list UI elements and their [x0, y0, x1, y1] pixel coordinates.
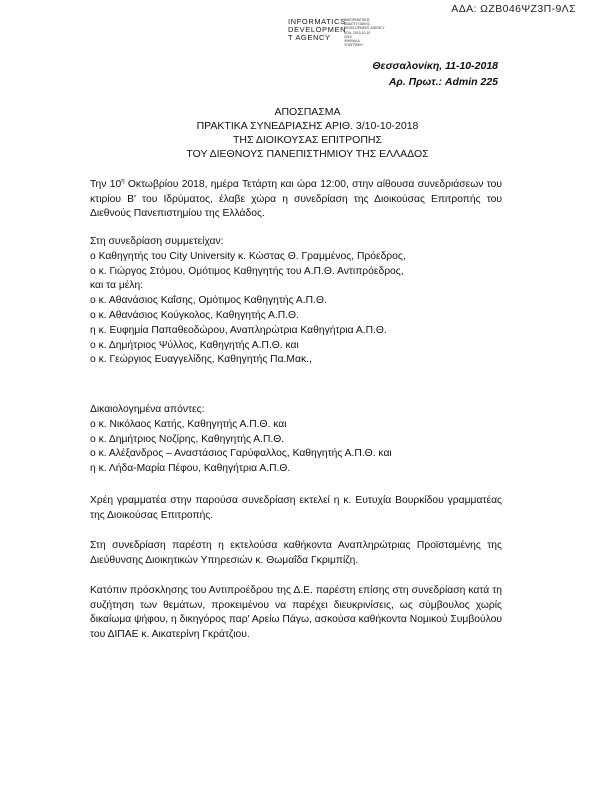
- title-line-3: ΤΗΣ ΔΙΟΙΚΟΥΣΑΣ ΕΠΙΤΡΟΠΗΣ: [233, 134, 382, 146]
- title-line-1: ΑΠΟΣΠΑΣΜΑ: [274, 106, 341, 118]
- place-date: Θεσσαλονίκη, 11-10-2018: [372, 60, 498, 72]
- participant-line: ο Καθηγητής του City University κ. Κώστας Θ. Γραμμένος, Πρόεδρος,: [90, 250, 406, 262]
- ada-code: ΑΔΑ: ΩΖΒ046ΨΖ3Π-9ΛΣ: [451, 3, 576, 15]
- stamp-line: ΙΝΦΟΡΜΑΤΙΚΗΣ: [344, 18, 370, 22]
- absent-line: ο κ. Νικόλαος Κατής, Καθηγητής Α.Π.Θ. και: [90, 418, 287, 430]
- intro-superscript: η: [121, 178, 125, 185]
- stamp-line: ΨΗΦΙΑΚΑ: [344, 39, 360, 44]
- signature-stamp: [344, 18, 385, 47]
- title-line-2: ΠΡΑΚΤΙΚΑ ΣΥΝΕΔΡΙΑΣΗΣ ΑΡΙΘ. 3/10-10-2018: [196, 120, 419, 132]
- protocol-number: Αρ. Πρωτ.: Admin 225: [388, 76, 498, 88]
- logo-line-2: DEVELOPMEN: [288, 25, 347, 34]
- agency-logo: [288, 17, 385, 48]
- absent-line: ο κ. Αλέξανδρος – Αναστάσιος Γαρύφαλλος, Καθηγητής Α.Π.Θ. και: [90, 448, 392, 460]
- participant-line: ο κ. Αθανάσιος Κούγκολος, Καθηγητής Α.Π.Θ.: [90, 309, 299, 321]
- absent-list: [90, 403, 510, 477]
- participants-list: [90, 235, 510, 368]
- absent-heading: Δικαιολογημένα απόντες:: [90, 404, 205, 415]
- logo-line-1: INFORMATICS: [288, 17, 346, 26]
- participants-heading: Στη συνεδρίαση συμμετείχαν:: [90, 236, 224, 247]
- absent-line: η κ. Λήδα-Μαρία Πέφου, Καθηγήτρια Α.Π.Θ.: [90, 463, 291, 475]
- intro-text-rest: Οκτωβρίου 2018, ημέρα Τετάρτη και ώρα 12:00, στην αίθουσα συνεδριάσεων του κτιρίου Β' του Ιδρύματος, έλαβε χώρα η συνεδρίαση της Διοικούσας Επιτροπής του Διεθνούς Πανεπιστημίου της Ελλάδος.: [90, 179, 502, 219]
- title-line-4: ΤΟΥ ΔΙΕΘΝΟΥΣ ΠΑΝΕΠΙΣΤΗΜΙΟΥ ΤΗΣ ΕΛΛΑΔΟΣ: [186, 148, 429, 160]
- participant-line: ο κ. Γιώργος Στόμου, Ομότιμος Καθηγητής του Α.Π.Θ. Αντιπρόεδρος,: [90, 265, 404, 277]
- logo-line-3: T AGENCY: [288, 33, 331, 42]
- stamp-line: DEVELOPMENT AGENCY: [344, 26, 385, 31]
- absent-line: ο κ. Δημήτριος Νοζίρης, Καθηγητής Α.Π.Θ.: [90, 433, 285, 445]
- document-title: [140, 105, 475, 161]
- stamp-line: ΑΝΑΠΤΥΞΙΑΚΗΣ: [344, 22, 370, 27]
- intro-text-start: Την 10: [90, 179, 122, 190]
- participant-line: και τα μέλη:: [90, 280, 144, 292]
- secretary-paragraph: Χρέη γραμματέα στην παρούσα συνεδρίαση εκτελεί η κ. Ευτυχία Βουρκίδου γραμματέας της Διοικούσας Επιτροπής.: [90, 495, 502, 521]
- stamp-line: ΚΩΔ. 2019-10-10: [344, 30, 371, 35]
- participant-line: η κ. Ευφημία Παπαθεοδώρου, Αναπληρώτρια Καθηγήτρια Α.Π.Θ.: [90, 324, 387, 336]
- participant-line: ο κ. Δημήτριος Ψύλλος, Καθηγητής Α.Π.Θ. και: [90, 339, 299, 351]
- participant-line: ο κ. Αθανάσιος Καΐσης, Ομότιμος Καθηγητής Α.Π.Θ.: [90, 295, 327, 307]
- legal-advisor-paragraph: Κατόπιν πρόσκλησης του Αντιπροέδρου της Δ.Ε. παρέστη επίσης στη συνεδρίαση κατά τη συζήτηση των θεμάτων, προκειμένου να παρέχει διευκρινίσεις, ως σύμβουλος χωρίς δικαίωμα ψήφου, η δικηγόρος παρ' Αρείω Πάγω, ασκούσα καθήκοντα Νομικού Συμβούλου του ΔΙΠΑΕ κ. Αικατερίνη Γκράτζιου.: [90, 585, 502, 640]
- intro-paragraph: [90, 178, 502, 222]
- stamp-line: ΥΠΟΓΡΑΦΗ: [344, 43, 363, 48]
- stamp-line: 2019: [344, 34, 352, 39]
- director-paragraph: Στη συνεδρίαση παρέστη η εκτελούσα καθήκοντα Αναπληρώτριας Προϊσταμένης της Διεύθυνσης Διοικητικών Υπηρεσιών κ. Θωμαΐδα Γκριμπίζη.: [90, 540, 502, 566]
- participant-line: ο κ. Γεώργιος Ευαγγελίδης, Καθηγητής Πα.Μακ.,: [90, 354, 312, 366]
